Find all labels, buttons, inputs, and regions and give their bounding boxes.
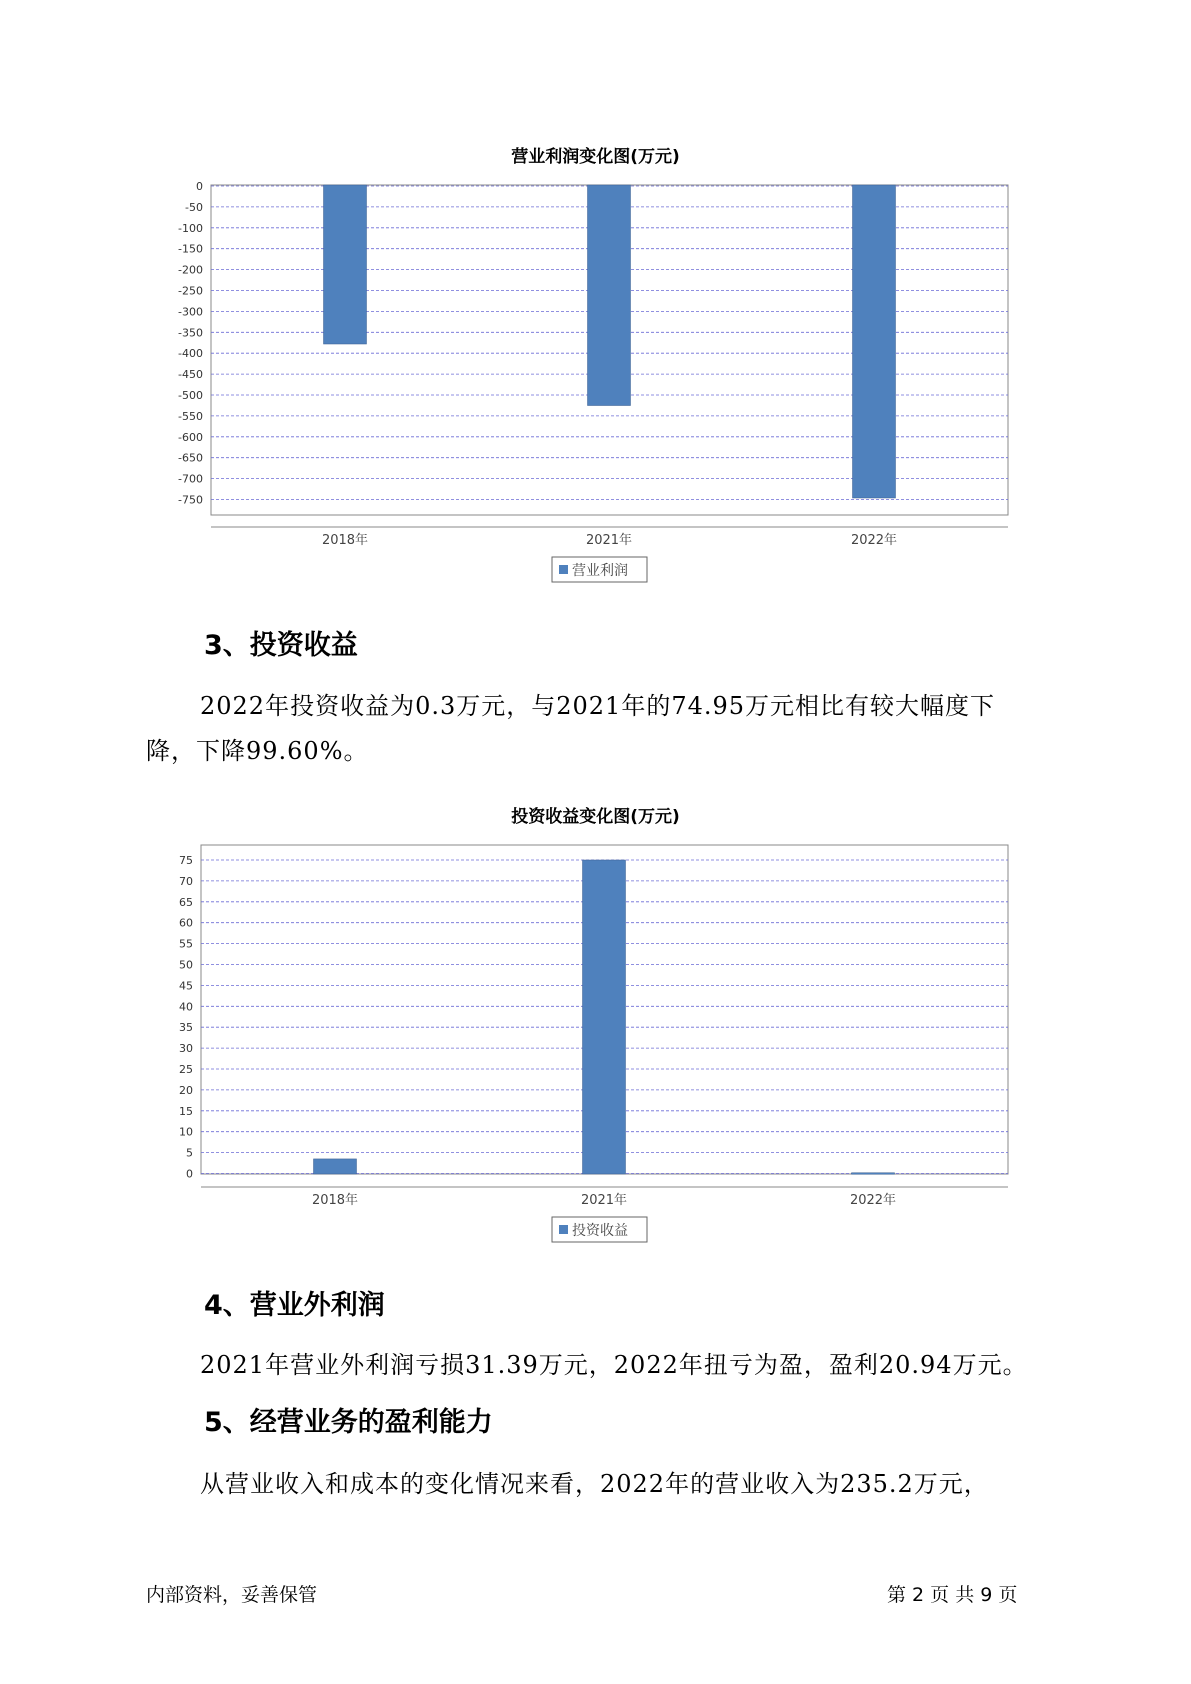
y-tick-label: 60 (179, 916, 193, 930)
paragraph-line: 降，下降99.60%。 (146, 737, 369, 765)
y-tick-label: -500 (178, 389, 203, 402)
chart-title-investment-income: 投资收益变化图(万元) (511, 807, 680, 827)
y-tick-label: -400 (178, 347, 203, 361)
section-heading-investment-income: 3、投资收益 (204, 630, 358, 661)
y-tick-label: 75 (179, 854, 193, 867)
y-tick-label: 70 (179, 874, 193, 888)
y-tick-label: 5 (186, 1146, 193, 1160)
y-tick-label: -250 (178, 284, 203, 298)
y-tick-label: -450 (178, 368, 203, 382)
paragraph-line: 从营业收入和成本的变化情况来看，2022年的营业收入为235.2万元， (200, 1470, 989, 1498)
x-tick-label: 2021年 (585, 533, 633, 548)
y-tick-label: 50 (179, 958, 193, 972)
paragraph-line: 2022年投资收益为0.3万元，与2021年的74.95万元相比有较大幅度下 (200, 692, 996, 720)
legend-label: 投资收益 (572, 1223, 628, 1239)
y-tick-label: -300 (178, 305, 203, 319)
section-heading-non-operating-profit: 4、营业外利润 (204, 1290, 385, 1321)
y-tick-label: -700 (178, 472, 203, 486)
y-tick-label: 65 (179, 895, 193, 909)
y-tick-label: 0 (196, 180, 203, 193)
x-tick-label: 2022年 (849, 1193, 897, 1208)
y-tick-label: -650 (178, 451, 203, 465)
legend-swatch (559, 1225, 568, 1234)
y-tick-label: 20 (179, 1083, 193, 1097)
y-tick-label: -150 (178, 242, 203, 256)
y-tick-label: -200 (178, 263, 203, 277)
footer-confidential-note: 内部资料，妥善保管 (146, 1584, 318, 1606)
y-tick-label: -100 (178, 221, 203, 235)
y-tick-label: -50 (185, 200, 203, 214)
y-tick-label: 25 (179, 1063, 193, 1076)
legend-label: 营业利润 (572, 563, 628, 579)
legend (552, 1217, 647, 1242)
y-tick-label: 30 (179, 1042, 193, 1056)
paragraph-line: 2021年营业外利润亏损31.39万元，2022年扭亏为盈，盈利20.94万元。 (200, 1351, 1028, 1379)
y-tick-label: -550 (178, 409, 203, 423)
y-tick-label: -350 (178, 326, 203, 340)
y-tick-label: 0 (186, 1167, 193, 1181)
y-tick-label: 55 (179, 937, 193, 951)
y-tick-label: -750 (178, 493, 203, 507)
section-heading-profitability: 5、经营业务的盈利能力 (204, 1407, 493, 1438)
y-tick-label: -600 (178, 430, 203, 444)
y-tick-label: 10 (179, 1125, 193, 1139)
bar (314, 1159, 357, 1174)
bar (852, 1173, 895, 1175)
y-tick-label: 15 (179, 1104, 193, 1118)
x-tick-label: 2022年 (850, 533, 898, 548)
x-tick-label: 2018年 (321, 533, 369, 548)
y-tick-label: 40 (179, 1000, 193, 1014)
chart-title-operating-profit: 营业利润变化图(万元) (511, 147, 680, 167)
y-tick-label: 45 (179, 979, 193, 993)
x-tick-label: 2018年 (311, 1193, 359, 1208)
y-tick-label: 35 (179, 1021, 193, 1035)
x-tick-label: 2021年 (580, 1193, 628, 1208)
bar (583, 860, 626, 1174)
footer-page-number: 第 2 页 共 9 页 (887, 1584, 1018, 1606)
